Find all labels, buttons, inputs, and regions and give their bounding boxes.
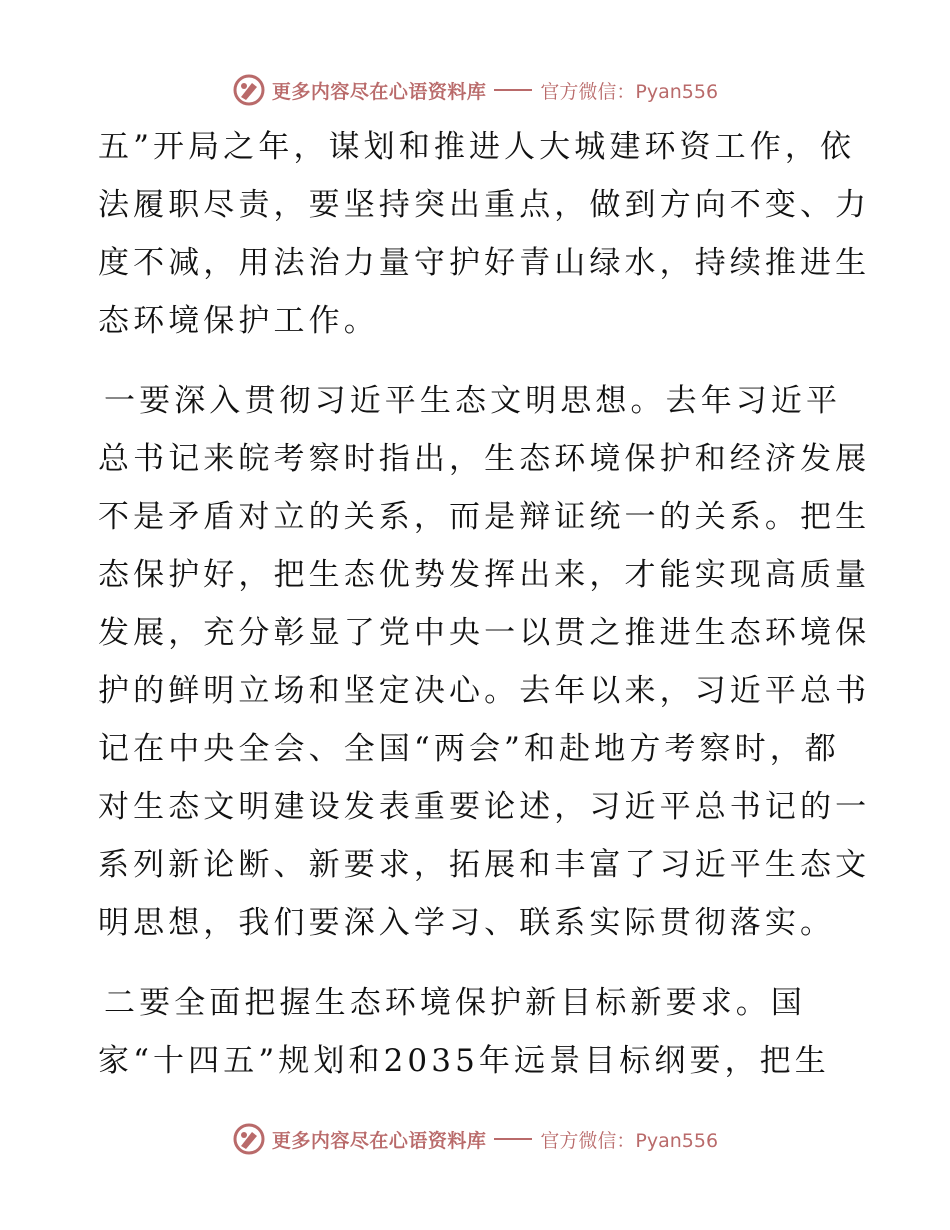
- text-line: 态环境保护工作。: [98, 303, 379, 339]
- text-line: 一要深入贯彻习近平生态文明思想。去年习近平: [104, 383, 842, 419]
- logo-icon: [232, 73, 266, 107]
- banner-title: 更多内容尽在心语资料库: [271, 1129, 487, 1152]
- footer-banner: [0, 1119, 950, 1159]
- banner-title: 更多内容尽在心语资料库: [271, 80, 487, 103]
- text-line: 系列新论断、新要求，拓展和丰富了习近平生态文: [98, 847, 871, 883]
- text-line: 度不减，用法治力量守护好青山绿水，持续推进生: [98, 245, 871, 281]
- text-line: 明思想，我们要深入学习、联系实际贯彻落实。: [98, 905, 836, 941]
- text-line: 二要全面把握生态环境保护新目标新要求。国: [104, 985, 806, 1021]
- text-line: 总书记来皖考察时指出，生态环境保护和经济发展: [98, 441, 871, 477]
- header-banner: [0, 70, 950, 110]
- paragraph-2: [98, 372, 871, 952]
- paragraph-1: [98, 118, 871, 350]
- text-line: 不是矛盾对立的关系，而是辩证统一的关系。把生: [98, 499, 871, 535]
- text-line: 记在中央全会、全国“两会”和赴地方考察时，都: [98, 731, 840, 767]
- text-line: 对生态文明建设发表重要论述，习近平总书记的一: [98, 789, 871, 825]
- banner-separator: [494, 89, 532, 91]
- banner-wechat: 官方微信：Pyan556: [540, 1129, 719, 1152]
- text-line: 发展，充分彰显了党中央一以贯之推进生态环境保: [98, 615, 871, 651]
- logo-icon: [232, 1122, 266, 1156]
- paragraph-3: [98, 974, 858, 1090]
- text-line: 五”开局之年，谋划和推进人大城建环资工作，依: [98, 129, 856, 165]
- text-line: 态保护好，把生态优势发挥出来，才能实现高质量: [98, 557, 871, 593]
- banner-separator: [494, 1138, 532, 1140]
- text-line: 护的鲜明立场和坚定决心。去年以来，习近平总书: [98, 673, 871, 709]
- banner-wechat: 官方微信：Pyan556: [540, 80, 719, 103]
- document-body: [98, 118, 871, 1090]
- text-line: 家“十四五”规划和2035年远景目标纲要，把生: [98, 1043, 830, 1079]
- text-line: 法履职尽责，要坚持突出重点，做到方向不变、力: [98, 187, 871, 223]
